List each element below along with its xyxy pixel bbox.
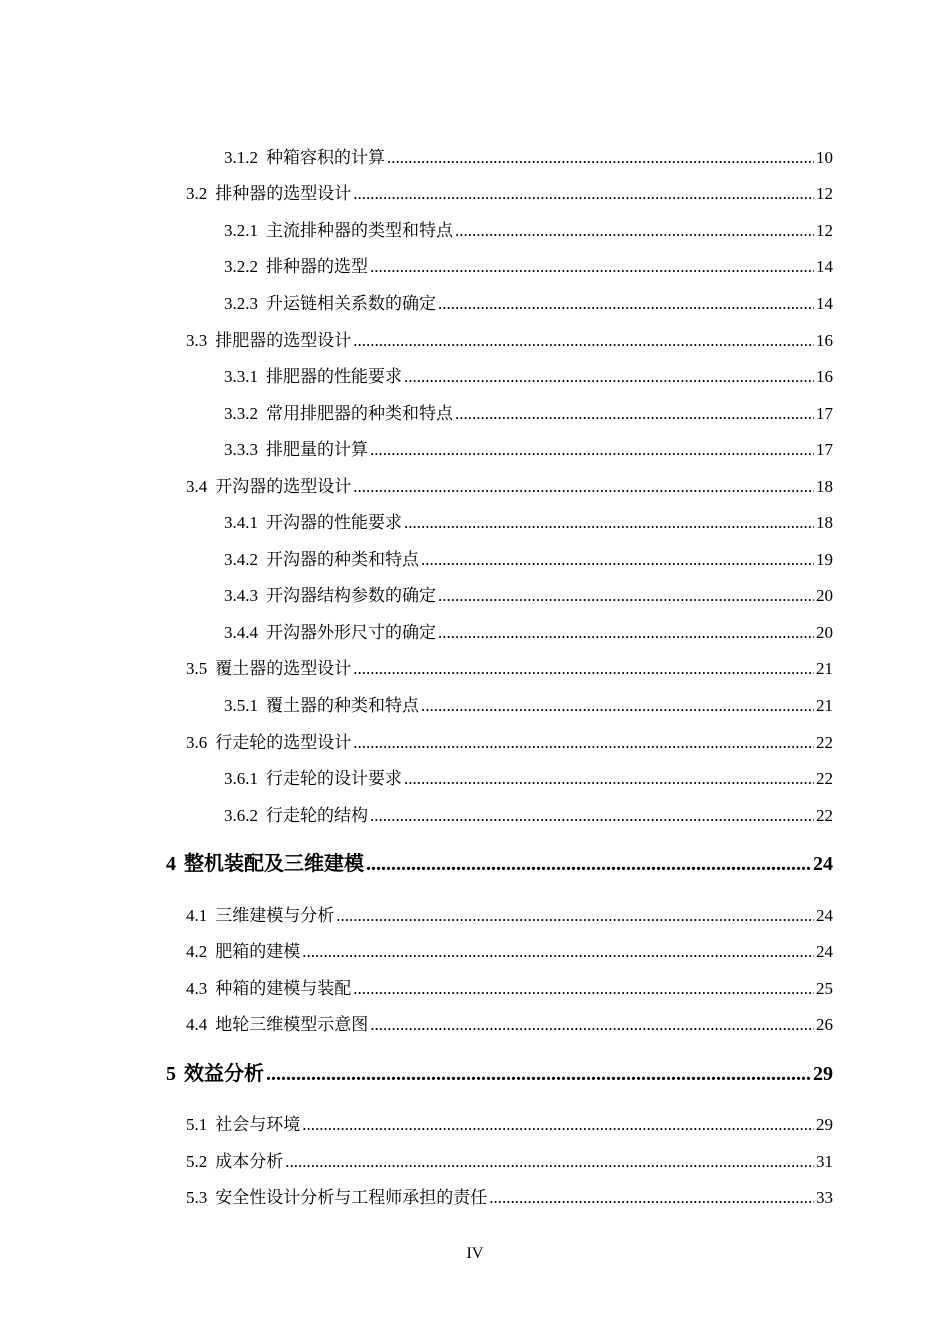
toc-leader-dots: [455, 219, 814, 243]
toc-leader-dots: [370, 1013, 814, 1037]
toc-entry-title: 排肥器的选型设计: [215, 331, 352, 350]
toc-entry-number: 3.4.4: [224, 623, 258, 642]
toc-chapter-entry[interactable]: [166, 1060, 833, 1088]
toc-entry-page: 20: [816, 623, 833, 642]
toc-entry-page: 17: [816, 404, 833, 423]
toc-entry-number: 3.4: [186, 477, 208, 496]
toc-leader-dots: [421, 694, 814, 718]
toc-entry-title: 覆土器的种类和特点: [266, 696, 419, 715]
toc-entry-number: 3.2.1: [224, 221, 258, 240]
toc-leader-dots: [370, 255, 814, 279]
toc-entry-page: 24: [816, 906, 833, 925]
toc-leader-dots: [421, 548, 814, 572]
toc-entry-number: 3.4.2: [224, 550, 258, 569]
toc-entry-number: 3.4.3: [224, 586, 258, 605]
toc-entry-title: 成本分析: [215, 1152, 284, 1171]
toc-entry[interactable]: [224, 365, 833, 389]
toc-leader-dots: [438, 584, 814, 608]
toc-entry-number: 3.2: [186, 184, 208, 203]
toc-entry-title: 覆土器的选型设计: [215, 659, 352, 678]
toc-entry[interactable]: [224, 584, 833, 608]
toc-leader-dots: [353, 657, 814, 681]
toc-entry-page: 26: [816, 1015, 833, 1034]
toc-entry-title: 行走轮的结构: [266, 806, 368, 825]
toc-entry-page: 14: [816, 294, 833, 313]
toc-entry-page: 29: [813, 1063, 833, 1085]
toc-entry-title: 开沟器结构参数的确定: [266, 586, 436, 605]
toc-entry[interactable]: [186, 657, 833, 681]
toc-entry-title: 行走轮的设计要求: [266, 769, 402, 788]
toc-entry-number: 3.6: [186, 733, 208, 752]
toc-entry-title: 开沟器外形尺寸的确定: [266, 623, 436, 642]
toc-entry[interactable]: [224, 292, 833, 316]
toc-entry-title: 开沟器的性能要求: [266, 513, 402, 532]
toc-entry-title: 安全性设计分析与工程师承担的责任: [215, 1188, 488, 1207]
toc-entry-title: 效益分析: [184, 1063, 264, 1085]
toc-entry[interactable]: [224, 438, 833, 462]
toc-leader-dots: [285, 1150, 814, 1174]
toc-entry-page: 14: [816, 257, 833, 276]
toc-entry-number: 3.5: [186, 659, 208, 678]
toc-entry-title: 排肥量的计算: [266, 440, 368, 459]
toc-entry-title: 整机装配及三维建模: [184, 853, 364, 875]
toc-entry-page: 12: [816, 221, 833, 240]
toc-entry-number: 4.3: [186, 979, 208, 998]
toc-entry[interactable]: [186, 475, 833, 499]
toc-entry-number: 3.6.1: [224, 769, 258, 788]
page-number-footer: IV: [466, 1245, 484, 1262]
toc-entry[interactable]: [224, 804, 833, 828]
toc-entry-page: 18: [816, 513, 833, 532]
toc-leader-dots: [353, 475, 814, 499]
toc-leader-dots: [353, 731, 814, 755]
toc-entry-number: 3.3.2: [224, 404, 258, 423]
toc-leader-dots: [370, 438, 814, 462]
toc-entry-page: 22: [816, 769, 833, 788]
toc-entry[interactable]: [186, 1150, 833, 1174]
toc-entry[interactable]: [224, 767, 833, 791]
toc-entry-number: 4.2: [186, 942, 208, 961]
toc-leader-dots: [336, 904, 814, 928]
toc-leader-dots: [353, 329, 814, 353]
toc-entry-title: 开沟器的种类和特点: [266, 550, 419, 569]
toc-leader-dots: [455, 402, 814, 426]
toc-entry[interactable]: [224, 402, 833, 426]
toc-entry[interactable]: [224, 694, 833, 718]
toc-chapter-entry[interactable]: [166, 850, 833, 878]
toc-entry-page: 16: [816, 331, 833, 350]
toc-leader-dots: [370, 804, 814, 828]
toc-entry-page: 10: [816, 148, 833, 167]
toc-entry-number: 3.1.2: [224, 148, 258, 167]
toc-entry-page: 25: [816, 979, 833, 998]
toc-entry-number: 5.3: [186, 1188, 208, 1207]
toc-entry-page: 31: [816, 1152, 833, 1171]
toc-entry-number: 3.2.2: [224, 257, 258, 276]
toc-entry[interactable]: [224, 255, 833, 279]
toc-entry-page: 33: [816, 1188, 833, 1207]
toc-entry-page: 17: [816, 440, 833, 459]
toc-entry-number: 3.3: [186, 331, 208, 350]
toc-entry[interactable]: [186, 904, 833, 928]
toc-entry-number: 4: [166, 853, 176, 875]
toc-entry-title: 排种器的选型: [266, 257, 368, 276]
toc-entry-title: 主流排种器的类型和特点: [266, 221, 453, 240]
toc-leader-dots: [266, 1060, 811, 1088]
toc-entry[interactable]: [224, 548, 833, 572]
toc-entry-title: 社会与环境: [215, 1115, 301, 1134]
toc-entry-page: 24: [813, 853, 833, 875]
toc-entry-page: 12: [816, 184, 833, 203]
toc-entry[interactable]: [186, 1186, 833, 1210]
toc-entry-number: 3.5.1: [224, 696, 258, 715]
toc-entry-number: 5: [166, 1063, 176, 1085]
toc-entry-number: 3.3.1: [224, 367, 258, 386]
toc-leader-dots: [353, 182, 814, 206]
toc-leader-dots: [438, 621, 814, 645]
toc-leader-dots: [353, 977, 814, 1001]
toc-leader-dots: [404, 767, 814, 791]
toc-entry[interactable]: [186, 1013, 833, 1037]
toc-leader-dots: [404, 365, 814, 389]
toc-entry-page: 22: [816, 806, 833, 825]
toc-leader-dots: [489, 1186, 814, 1210]
toc-entry[interactable]: [224, 146, 833, 170]
toc-entry-page: 20: [816, 586, 833, 605]
toc-entry[interactable]: [186, 977, 833, 1001]
toc-entry-title: 肥箱的建模: [215, 942, 301, 961]
toc-entry-number: 4.4: [186, 1015, 208, 1034]
toc-entry-page: 22: [816, 733, 833, 752]
toc-entry-number: 3.2.3: [224, 294, 258, 313]
toc-entry[interactable]: [186, 182, 833, 206]
toc-entry[interactable]: [186, 731, 833, 755]
toc-entry-page: 24: [816, 942, 833, 961]
toc-leader-dots: [366, 850, 811, 878]
toc-entry-title: 种箱容积的计算: [266, 148, 385, 167]
toc-entry-page: 29: [816, 1115, 833, 1134]
toc-entry-page: 21: [816, 696, 833, 715]
toc-entry-title: 排种器的选型设计: [215, 184, 352, 203]
toc-entry-title: 行走轮的选型设计: [215, 733, 352, 752]
toc-entry-title: 开沟器的选型设计: [215, 477, 352, 496]
toc-entry-page: 16: [816, 367, 833, 386]
toc-entry-number: 5.2: [186, 1152, 208, 1171]
toc-entry-number: 3.4.1: [224, 513, 258, 532]
toc-entry-number: 3.6.2: [224, 806, 258, 825]
toc-entry[interactable]: [224, 219, 833, 243]
toc-leader-dots: [404, 511, 814, 535]
toc-entry[interactable]: [186, 1113, 833, 1137]
toc-entry-number: 4.1: [186, 906, 208, 925]
toc-entry-page: 18: [816, 477, 833, 496]
toc-leader-dots: [302, 1113, 814, 1137]
toc-entry[interactable]: [186, 940, 833, 964]
toc-entry[interactable]: [186, 329, 833, 353]
toc-entry-title: 三维建模与分析: [215, 906, 335, 925]
toc-entry-number: 5.1: [186, 1115, 208, 1134]
toc-entry-title: 种箱的建模与装配: [215, 979, 352, 998]
toc-entry-page: 19: [816, 550, 833, 569]
toc-entry-page: 21: [816, 659, 833, 678]
toc-entry-title: 常用排肥器的种类和特点: [266, 404, 453, 423]
toc-entry[interactable]: [224, 621, 833, 645]
toc-entry[interactable]: [224, 511, 833, 535]
toc-leader-dots: [438, 292, 814, 316]
toc-entry-number: 3.3.3: [224, 440, 258, 459]
toc-leader-dots: [387, 146, 814, 170]
toc-leader-dots: [302, 940, 814, 964]
toc-entry-title: 地轮三维模型示意图: [215, 1015, 369, 1034]
toc-entry-title: 排肥器的性能要求: [266, 367, 402, 386]
toc-entry-title: 升运链相关系数的确定: [266, 294, 436, 313]
